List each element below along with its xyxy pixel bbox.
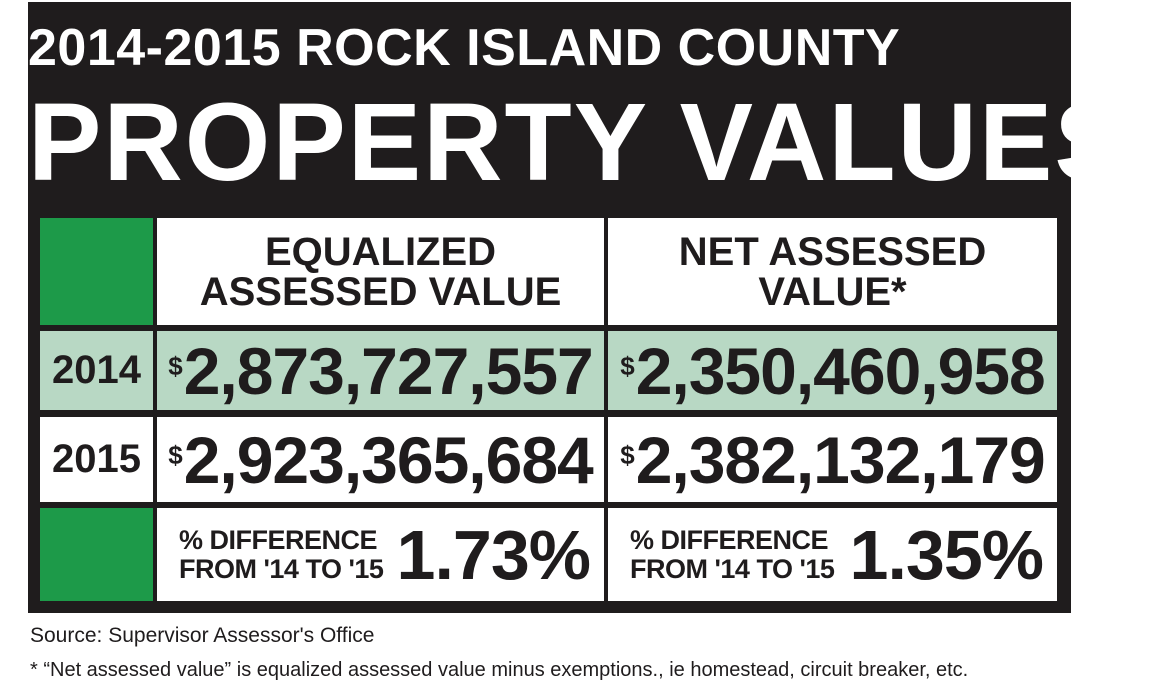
difference-row-swatch	[40, 508, 153, 601]
value-2014-net	[608, 331, 1057, 410]
value-text: 2,923,365,684	[183, 422, 593, 497]
difference-value-net: 1.35%	[849, 515, 1043, 594]
value-text: 2,350,460,958	[635, 333, 1045, 408]
column-header-net: NET ASSESSED VALUE*	[608, 218, 1057, 325]
currency-symbol: $	[168, 351, 182, 381]
row-year-2015: 2015	[40, 417, 153, 502]
difference-equalized	[157, 508, 604, 601]
currency-symbol: $	[168, 440, 182, 470]
value-2015-equalized	[157, 417, 604, 502]
value-text: 2,873,727,557	[183, 333, 593, 408]
chart-title-line2: PROPERTY VALUES	[28, 81, 1130, 204]
difference-label: % DIFFERENCE FROM '14 TO '15	[630, 524, 835, 584]
currency-symbol: $	[620, 440, 634, 470]
difference-label: % DIFFERENCE FROM '14 TO '15	[179, 524, 384, 584]
difference-value-equalized: 1.73%	[396, 515, 590, 594]
value-2014-equalized	[157, 331, 604, 410]
value-text: 2,382,132,179	[635, 422, 1045, 497]
chart-title-line1: 2014-2015 ROCK ISLAND COUNTY	[28, 19, 901, 77]
row-year-2014: 2014	[40, 331, 153, 410]
source-note: Source: Supervisor Assessor's Office	[30, 624, 375, 647]
footnote: * “Net assessed value” is equalized assessed value minus exemptions., ie homestead, circuit breaker, etc.	[30, 659, 969, 681]
difference-net	[608, 508, 1057, 601]
currency-symbol: $	[620, 351, 634, 381]
column-header-equalized: EQUALIZED ASSESSED VALUE	[157, 218, 604, 325]
value-2015-net	[608, 417, 1057, 502]
header-corner-swatch	[40, 218, 153, 325]
